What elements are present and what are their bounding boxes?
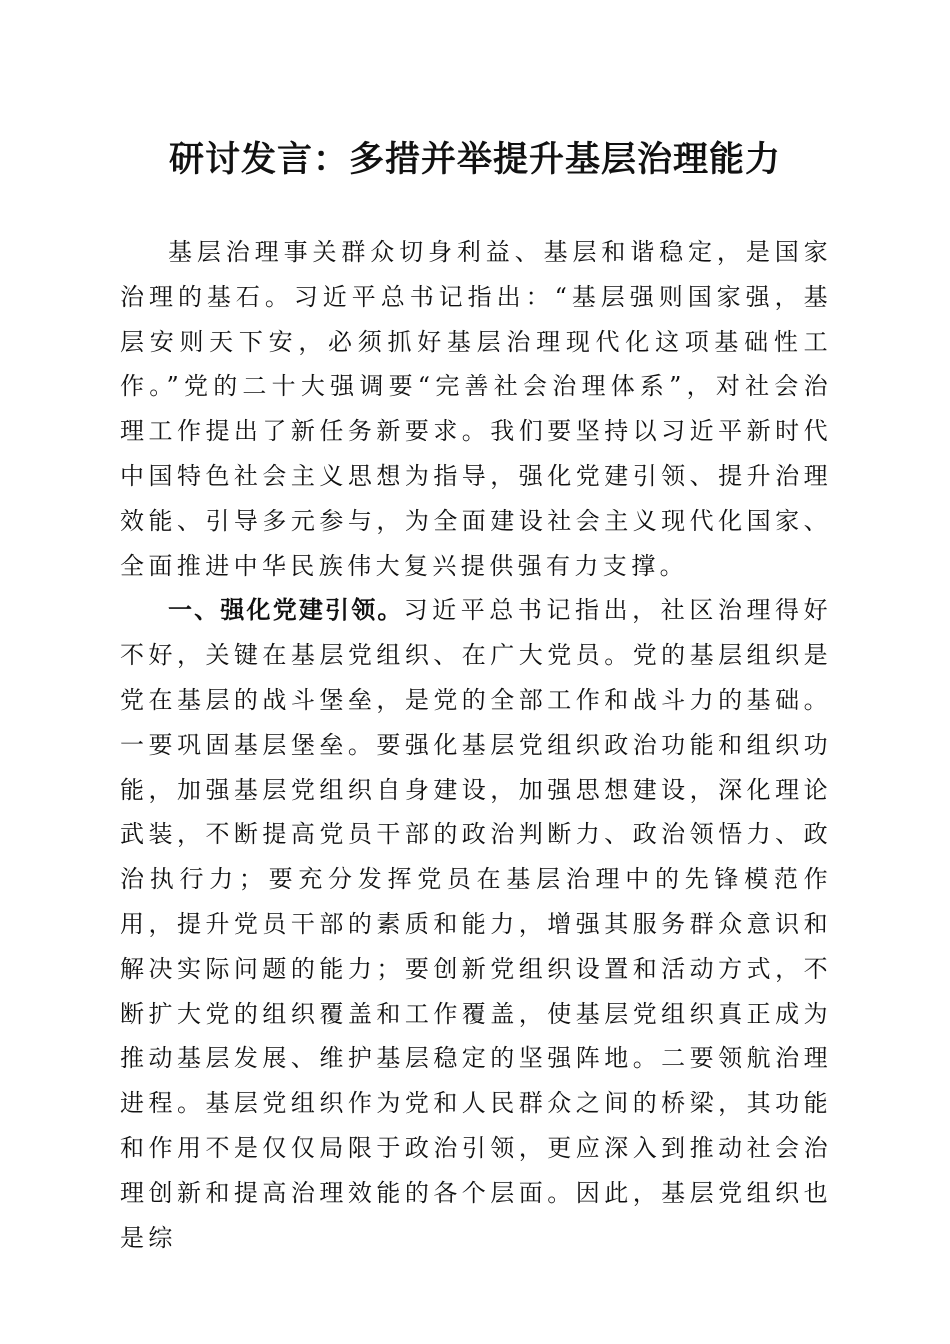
document-body — [120, 230, 832, 1260]
paragraph-text: 习近平总书记指出，社区治理得好不好，关键在基层党组织、在广大党员。党的基层组织是党在基层的战斗堡垒，是党的全部工作和战斗力的基础。一要巩固基层堡垒。要强化基层党组织政治功能和组织功能，加强基层党组织自身建设，加强思想建设，深化理论武装，不断提高党员干部的政治判断力、政治领悟力、政治执行力；要充分发挥党员在基层治理中的先锋模范作用，提升党员干部的素质和能力，增强其服务群众意识和解决实际问题的能力；要创新党组织设置和活动方式，不断扩大党的组织覆盖和工作覆盖，使基层党组织真正成为推动基层发展、维护基层稳定的坚强阵地。二要领航治理进程。基层党组织作为党和人民群众之间的桥梁，其功能和作用不是仅仅局限于政治引领，更应深入到推动社会治理创新和提高治理效能的各个层面。因此，基层党组织也是综 — [120, 596, 833, 1252]
paragraph-intro — [120, 230, 832, 588]
document-title: 研讨发言：多措并举提升基层治理能力 — [168, 139, 781, 180]
section-heading: 一、强化党建引领。 — [168, 595, 404, 625]
paragraph-section-1 — [120, 588, 832, 1260]
paragraph-text: 基层治理事关群众切身利益、基层和谐稳定，是国家治理的基石。习近平总书记指出：“基层强则国家强，基层安则天下安，必须抓好基层治理现代化这项基础性工作。”党的二十大强调要“完善社会治理体系”，对社会治理工作提出了新任务新要求。我们要坚持以习近平新时代中国特色社会主义思想为指导，强化党建引领、提升治理效能、引导多元参与，为全面建设社会主义现代化国家、全面推进中华民族伟大复兴提供强有力支撑。 — [120, 238, 832, 580]
